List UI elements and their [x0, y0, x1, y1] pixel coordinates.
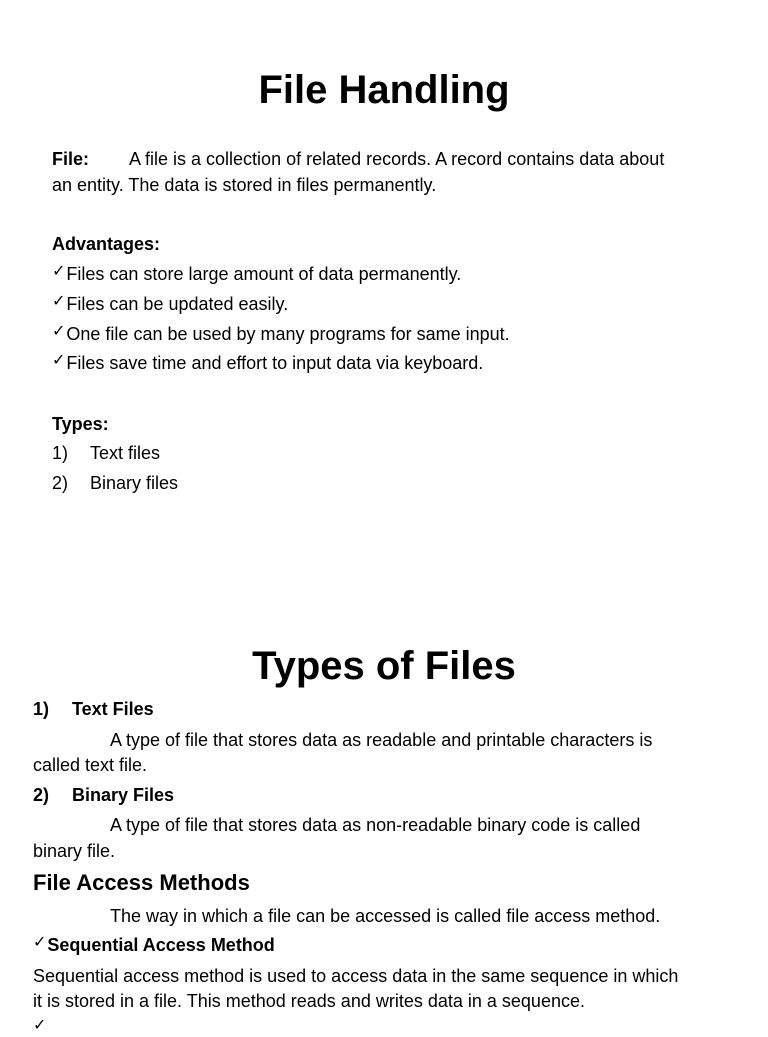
advantages-label: Advantages:	[52, 234, 161, 254]
sequential-line2: it is stored in a file. This method reads and writes data in a sequence.	[33, 991, 585, 1011]
check-icon: ✓	[33, 934, 47, 951]
advantage-item	[52, 323, 510, 347]
text-files-number: 1)	[33, 699, 50, 719]
title-file-handling: File Handling	[258, 68, 510, 112]
type-number: 2)	[52, 473, 69, 493]
binary-files-heading: Binary Files	[72, 785, 175, 805]
type-label: Binary files	[90, 473, 179, 493]
file-definition-line1: A file is a collection of related records. A record contains data about	[129, 149, 665, 169]
file-label: File:	[52, 149, 90, 169]
advantage-item	[52, 263, 461, 287]
text-files-line2: called text file.	[33, 755, 148, 775]
type-label: Text files	[90, 443, 161, 463]
advantage-text: Files can store large amount of data permanently.	[66, 264, 462, 284]
advantage-text: One file can be used by many programs for same input.	[66, 324, 510, 344]
binary-files-line1: A type of file that stores data as non-readable binary code is called	[110, 815, 641, 835]
binary-files-number: 2)	[33, 785, 50, 805]
advantage-text: Files can be updated easily.	[66, 294, 289, 314]
file-definition-line2: an entity. The data is stored in files permanently.	[52, 175, 437, 195]
advantage-text: Files save time and effort to input data via keyboard.	[66, 353, 484, 373]
types-label: Types:	[52, 414, 109, 434]
check-icon: ✓	[52, 263, 66, 280]
access-methods-heading: File Access Methods	[33, 870, 250, 895]
binary-files-line2: binary file.	[33, 841, 116, 861]
advantage-item	[52, 293, 288, 317]
text-files-heading: Text Files	[72, 699, 154, 719]
sequential-line1: Sequential access method is used to access data in the same sequence in which	[33, 966, 679, 986]
check-icon: ✓	[52, 352, 66, 369]
sequential-heading-row	[33, 934, 275, 958]
check-icon: ✓	[52, 293, 66, 310]
sequential-heading: Sequential Access Method	[47, 935, 275, 955]
check-icon: ✓	[52, 323, 66, 340]
advantage-item	[52, 352, 483, 376]
access-definition: The way in which a file can be accessed is called file access method.	[110, 906, 661, 926]
title-types-of-files: Types of Files	[252, 644, 516, 688]
check-icon: ✓	[33, 1017, 47, 1034]
type-number: 1)	[52, 443, 69, 463]
text-files-line1: A type of file that stores data as readable and printable characters is	[110, 730, 653, 750]
